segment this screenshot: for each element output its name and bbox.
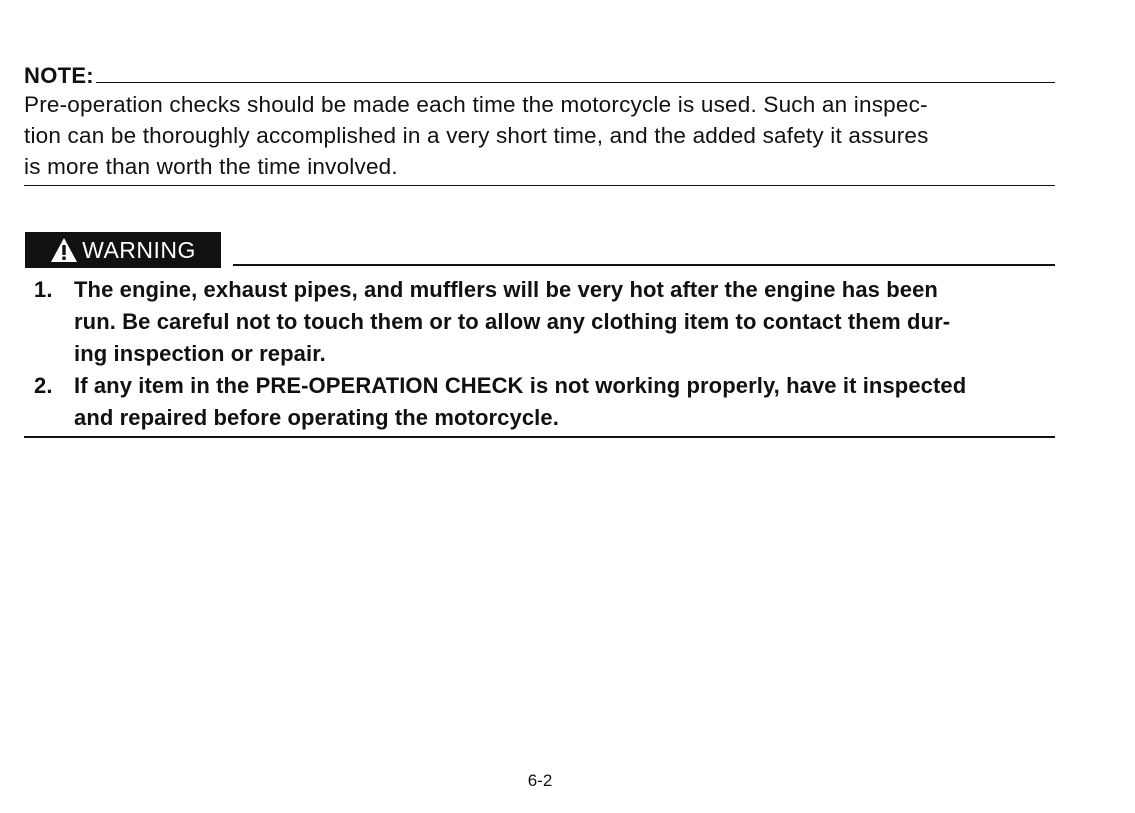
warning-label: WARNING [82, 237, 196, 263]
list-item-text [74, 370, 1058, 434]
list-item-line: ing inspection or repair. [74, 341, 326, 366]
list-item-line: and repaired before operating the motorcycle. [74, 405, 559, 430]
list-item-number: 2. [34, 373, 53, 398]
list-item-text [74, 274, 1058, 370]
warning-badge [25, 232, 221, 268]
page-number: 6-2 [527, 771, 553, 790]
list-item-line: The engine, exhaust pipes, and mufflers will be very hot after the engine has been [74, 277, 938, 302]
list-item-line: If any item in the PRE-OPERATION CHECK is not working properly, have it inspected [74, 373, 967, 398]
warning-header-rule [233, 264, 1055, 266]
note-label: NOTE: [24, 63, 94, 88]
list-item-number: 1. [34, 277, 53, 302]
note-header [24, 64, 1055, 88]
note-line: is more than worth the time involved. [24, 154, 398, 179]
note-header-rule [96, 82, 1055, 83]
note-bottom-rule [24, 185, 1055, 186]
note-line: Pre-operation checks should be made each time the motorcycle is used. Such an inspec- [24, 92, 928, 117]
list-item [24, 274, 1058, 370]
list-item [24, 370, 1058, 434]
note-line: tion can be thoroughly accomplished in a very short time, and the added safety it assures [24, 123, 929, 148]
list-item-line: run. Be careful not to touch them or to allow any clothing item to contact them dur- [74, 309, 951, 334]
note-body [24, 89, 1058, 182]
warning-bottom-rule [24, 436, 1055, 438]
warning-triangle-icon [50, 237, 78, 263]
warning-list [24, 274, 1058, 434]
